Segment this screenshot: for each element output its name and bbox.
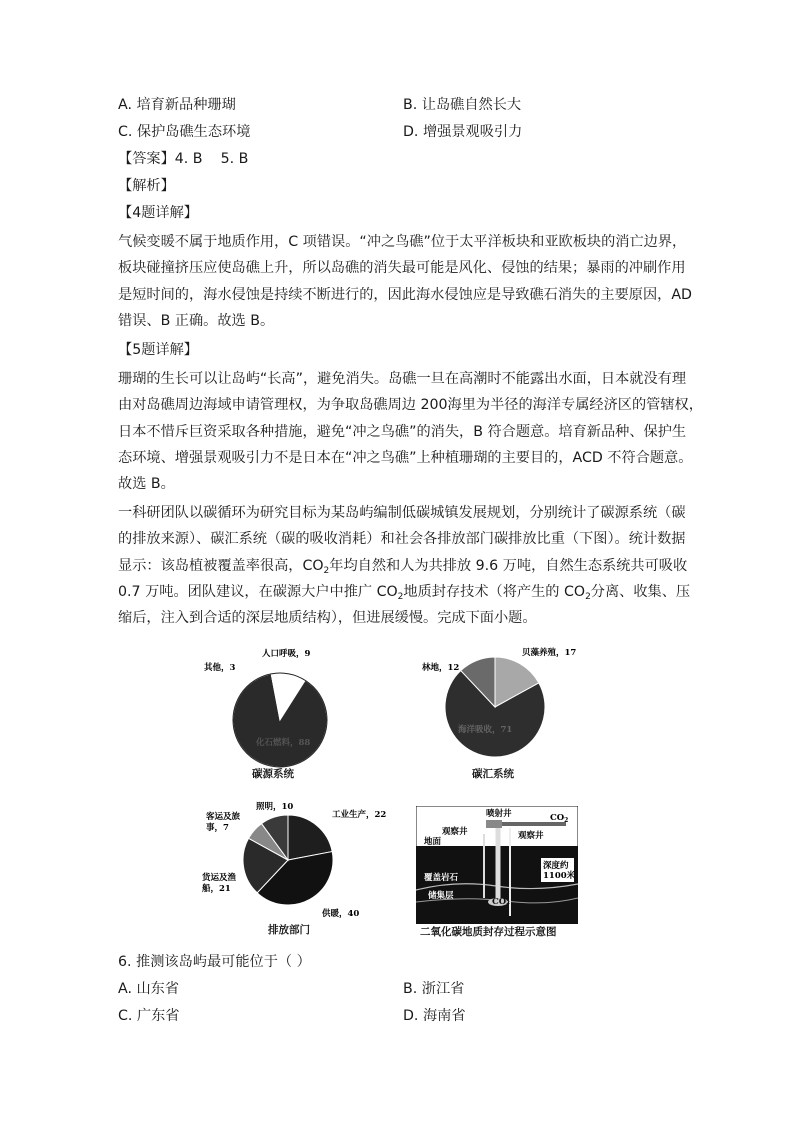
q5-line: 珊瑚的生长可以让岛屿“长高”，避免消失。岛礁一旦在高潮时不能露出水面，日本就没有理 [118, 371, 687, 387]
answer-text: 4. B 5. B [174, 151, 249, 167]
stem-line: 的排放来源）、碳汇系统（碳的吸收消耗）和社会各排放部门碳排放比重（下图）。统计数据 [118, 531, 686, 548]
label-shell: 贝藻养殖，17 [522, 648, 577, 658]
emission-sector-chart [200, 798, 400, 923]
caption-carbon-sink: 碳汇系统 [472, 768, 514, 780]
label-obs-right: 观察井 [518, 831, 544, 841]
caption-carbon-source: 碳源系统 [252, 768, 294, 780]
q5-line: 由对岛礁周边海域申请管理权，为争取岛礁周边 200海里为半径的海洋专属经济区的管辖权， [118, 397, 703, 414]
answer-label: 【答案】 [118, 151, 175, 167]
label-passenger: 客运及旅 [206, 812, 241, 822]
label-ground: 地面 [424, 837, 442, 847]
q5-line: 故选 B。 [118, 476, 175, 493]
q5-explanation [118, 366, 703, 497]
co2-storage-diagram [416, 806, 578, 924]
q5-label: 【5题详解】 [118, 342, 198, 358]
question-stem [118, 500, 691, 631]
option-d: D. 增强景观吸引力 [403, 124, 523, 140]
pie-slices [233, 673, 327, 767]
q4-line: 是短时间的，海水侵蚀是持续不断进行的，因此海水侵蚀应是导致礁石消失的主要原因，AD [118, 286, 692, 303]
analysis-label: 【解析】 [118, 178, 175, 194]
pie-slices [243, 815, 333, 905]
label-reservoir: 储集层 [428, 891, 454, 901]
stem-line: 一科研团队以碳循环为研究目标为某岛屿编制低碳城镇发展规划，分别统计了碳源系统（碳 [118, 505, 686, 521]
pie-slices [445, 657, 545, 757]
answer-line [118, 146, 248, 172]
q6-option-d: D. 海南省 [403, 1008, 466, 1024]
label-obs-left: 观察井 [442, 827, 468, 837]
q4-label: 【4题详解】 [118, 205, 198, 221]
caption-emission: 排放部门 [268, 924, 310, 936]
label-depth: 1100米 [543, 871, 576, 881]
q4-explanation [118, 229, 692, 334]
label-co2: $CO_2$ [550, 813, 569, 824]
option-c: C. 保护岛礁生态环境 [118, 124, 251, 140]
label-lighting: 照明，10 [256, 802, 294, 812]
label-freight: 货运及渔 [202, 873, 237, 883]
carbon-source-chart [200, 640, 350, 785]
stem-line: 0.7 万吨。团队建议，在碳源大户中推广 $CO_2$地质封存技术（将产生的 $CO_2$分离、收集、压 [118, 583, 691, 602]
inject-head [486, 820, 502, 828]
label-forest: 林地，12 [422, 663, 460, 673]
stem-line: 显示：该岛植被覆盖率很高，$CO_2$年均自然和人为共排放 9.6 万吨，自然生态系统共可吸收 [118, 557, 688, 576]
label-inner: 海洋吸收，71 [458, 725, 513, 735]
option-b: B. 让岛礁自然长大 [403, 97, 522, 113]
label-co2-small: CO₂ [492, 897, 510, 907]
caption-diagram: 二氧化碳地质封存过程示意图 [420, 926, 557, 938]
q5-line: 态环境、增强景观吸引力不是日本在“冲之鸟礁”上种植珊瑚的主要目的，ACD 不符合题意。 [118, 449, 693, 466]
q4-line: 错误、B 正确。故选 B。 [118, 312, 275, 329]
option-a: A. 培育新品种珊瑚 [118, 97, 236, 113]
label-inject: 喷射井 [486, 809, 512, 819]
label-industry: 工业生产，22 [332, 810, 387, 820]
label-other: 其他，3 [204, 663, 236, 673]
label-freight: 船，21 [202, 884, 231, 894]
q4-line: 气候变暖不属于地质作用，C 项错误。“冲之鸟礁”位于太平洋板块和亚欧板块的消亡边界， [118, 234, 687, 250]
q6-option-c: C. 广东省 [118, 1008, 180, 1024]
q5-line: 日本不惜斥巨资采取各种措施，避免“冲之鸟礁”的消失，B 符合题意。培育新品种、保护生 [118, 423, 687, 440]
label-caprock: 覆盖岩石 [424, 873, 459, 883]
q6-option-b: B. 浙江省 [403, 981, 465, 997]
q6-stem: 6. 推测该岛屿最可能位于（ ） [118, 954, 311, 970]
label-breath: 人口呼吸，9 [262, 649, 311, 659]
q6-option-a: A. 山东省 [118, 981, 180, 997]
label-depth: 深度约 [543, 861, 569, 871]
label-heat: 供暖，40 [322, 909, 360, 919]
stem-line: 缩后，注入到合适的深层地质结构），但进展缓慢。完成下面小题。 [118, 610, 537, 627]
label-passenger: 事，7 [206, 823, 229, 833]
q4-line: 板块碰撞挤压应使岛礁上升，所以岛礁的消失最可能是风化、侵蚀的结果；暴雨的冲刷作用 [118, 260, 686, 277]
label-inner: 化石燃料，88 [256, 738, 311, 748]
carbon-sink-chart [420, 640, 590, 785]
